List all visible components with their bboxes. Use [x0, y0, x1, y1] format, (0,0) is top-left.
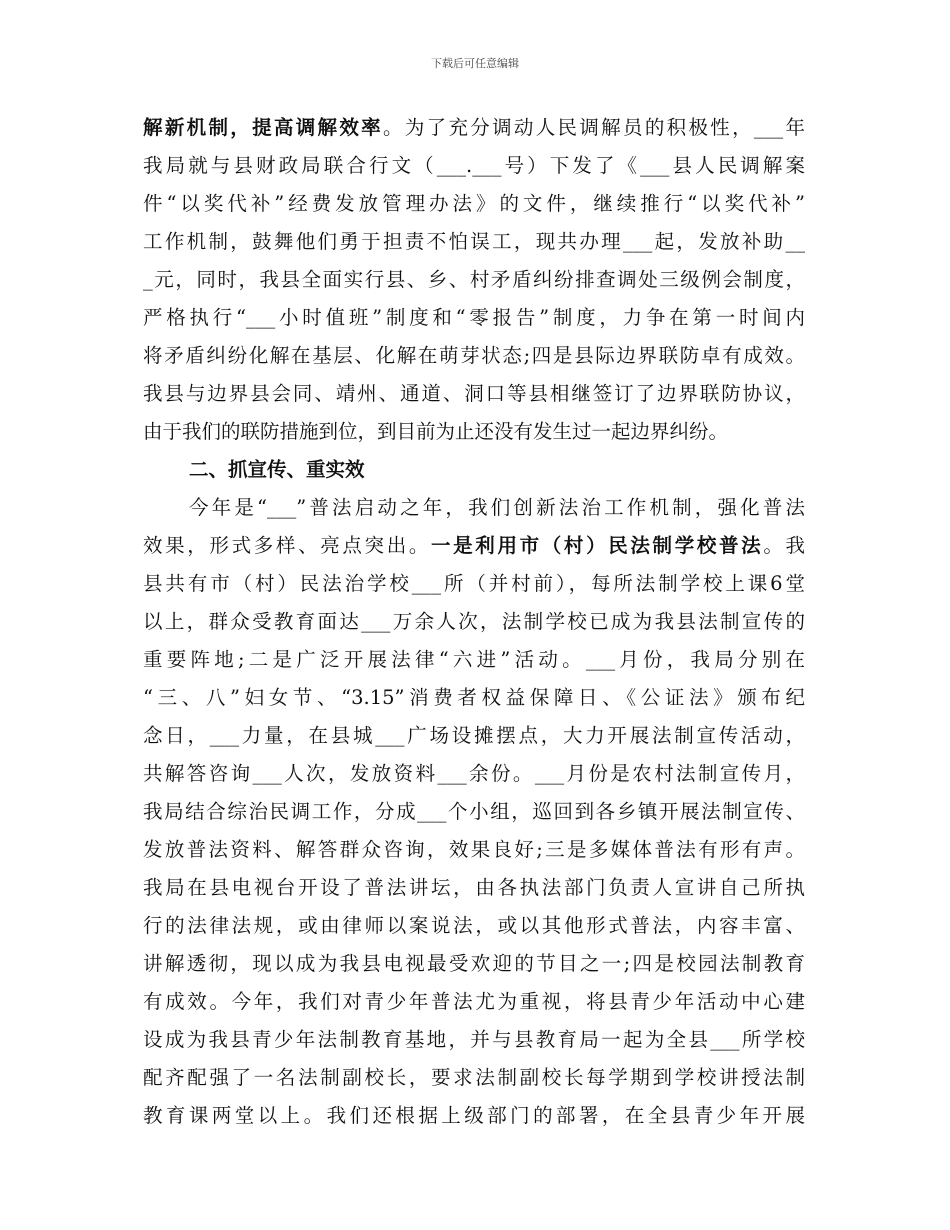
bold-text-segment: 解新机制，提高调解效率 — [143, 116, 383, 139]
text-segment: 教育课两堂以上。我们还根据上级部门的部署，在全县青少年开展 — [143, 1104, 805, 1127]
text-line — [143, 1097, 805, 1135]
text-line — [143, 945, 805, 983]
text-segment: 严格执行“___小时值班”制度和“零报告”制度，力争在第一时间内 — [143, 306, 805, 329]
text-segment: 将矛盾纠纷化解在基层、化解在萌芽状态;四是县际边界联防卓有成效。 — [143, 344, 805, 367]
text-segment: 件“以奖代补”经费发放管理办法》的文件，继续推行“以奖代补” — [143, 192, 805, 215]
text-line — [143, 603, 805, 641]
page-header: 下载后可任意编辑 — [431, 57, 519, 70]
text-line — [143, 1059, 805, 1097]
text-segment: 发放普法资料、解答群众咨询，效果良好;三是多媒体普法有形有声。 — [143, 838, 805, 861]
text-line — [143, 907, 805, 945]
document-body — [143, 109, 805, 1135]
text-line — [143, 565, 805, 603]
text-segment: 有成效。今年，我们对青少年普法尤为重视，将县青少年活动中心建 — [143, 990, 805, 1013]
text-line — [143, 413, 805, 451]
bold-text-segment: 一是利用市（村）民法制学校普法 — [431, 534, 764, 557]
bold-text-segment: 二、抓宣传、重实效 — [189, 458, 365, 481]
text-segment: “三、八”妇女节、“3.15”消费者权益保障日、《公证法》颁布纪 — [143, 686, 805, 709]
text-line — [143, 755, 805, 793]
text-segment: 行的法律法规，或由律师以案说法，或以其他形式普法，内容丰富、 — [143, 914, 805, 937]
text-segment: 配齐配强了一名法制副校长，要求法制副校长每学期到学校讲授法制 — [143, 1066, 805, 1089]
text-line — [143, 375, 805, 413]
text-segment: _元，同时，我县全面实行县、乡、村矛盾纠纷排查调处三级例会制度， — [143, 268, 805, 291]
text-line — [143, 717, 805, 755]
text-line — [143, 527, 805, 565]
text-line — [143, 185, 805, 223]
text-segment: 我局结合综治民调工作，分成___个小组，巡回到各乡镇开展法制宣传、 — [143, 800, 805, 823]
text-segment: 讲解透彻，现以成为我县电视最受欢迎的节目之一;四是校园法制教育 — [143, 952, 805, 975]
text-line — [143, 641, 805, 679]
text-line — [143, 1021, 805, 1059]
text-segment: 县共有市（村）民法治学校___所（并村前），每所法制学校上课6堂 — [143, 572, 805, 595]
text-line — [143, 223, 805, 261]
text-segment: 念日，___力量，在县城___广场设摊摆点，大力开展法制宣传活动， — [143, 724, 805, 747]
text-segment: 工作机制，鼓舞他们勇于担责不怕误工，现共办理___起，发放补助__ — [143, 230, 805, 253]
text-segment: 效果，形式多样、亮点突出。 — [143, 534, 431, 557]
text-line — [143, 869, 805, 907]
text-line — [143, 679, 805, 717]
text-line — [143, 831, 805, 869]
text-line — [143, 337, 805, 375]
text-segment: 。为了充分调动人民调解员的积极性，___年 — [383, 116, 805, 139]
text-line — [143, 147, 805, 185]
text-line — [143, 983, 805, 1021]
text-line — [143, 299, 805, 337]
text-segment: 设成为我县青少年法制教育基地，并与县教育局一起为全县___所学校 — [143, 1028, 805, 1051]
text-line — [143, 109, 805, 147]
text-segment: 今年是“___”普法启动之年，我们创新法治工作机制，强化普法 — [189, 496, 805, 519]
text-segment: 重要阵地;二是广泛开展法律“六进”活动。___月份，我局分别在 — [143, 648, 805, 671]
text-segment: 我局在县电视台开设了普法讲坛，由各执法部门负责人宣讲自己所执 — [143, 876, 805, 899]
text-segment: 由于我们的联防措施到位，到目前为止还没有发生过一起边界纠纷。 — [143, 420, 729, 443]
text-line — [143, 793, 805, 831]
text-line — [143, 261, 805, 299]
text-segment: 。我 — [763, 534, 805, 557]
text-segment: 我局就与县财政局联合行文（___.___号）下发了《___县人民调解案 — [143, 154, 805, 177]
text-segment: 以上，群众受教育面达___万余人次，法制学校已成为我县法制宣传的 — [143, 610, 805, 633]
text-line — [143, 489, 805, 527]
text-segment: 共解答咨询___人次，发放资料___余份。___月份是农村法制宣传月， — [143, 762, 805, 785]
text-segment: 我县与边界县会同、靖州、通道、洞口等县相继签订了边界联防协议， — [143, 382, 805, 405]
text-line — [143, 451, 805, 489]
